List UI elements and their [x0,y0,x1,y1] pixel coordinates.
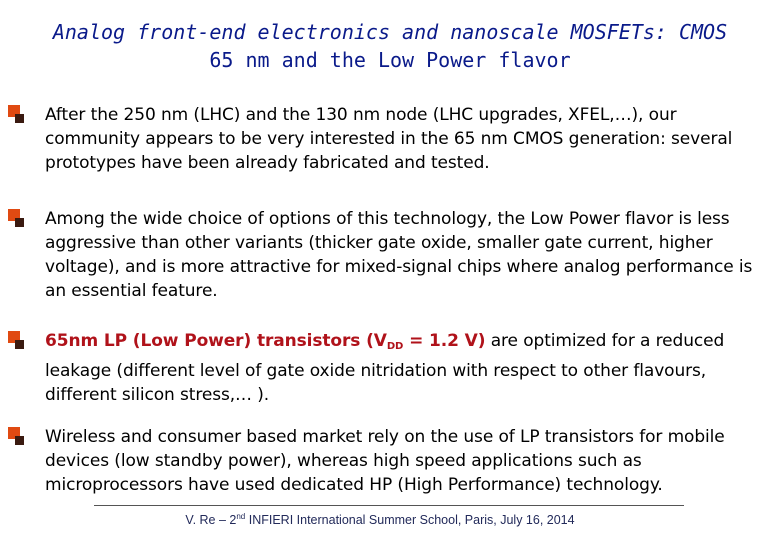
bullet-text: Among the wide choice of options of this technology, the Low Power flavor is less aggressive than other variants (thicker gate oxide, smaller gate current, higher voltage), and is more attractive for mixed-signal chips where analog performance is an essential feature. [45,209,753,301]
bullet-square-icon [8,331,28,353]
bullet-item [8,425,773,497]
footer-divider [94,505,684,506]
bullet-square-icon [8,209,28,231]
footer-text: V. Re – 2nd INFIERI International Summer School, Paris, July 16, 2014 [185,512,575,527]
bullet-item [8,329,773,407]
highlighted-term: 65nm LP (Low Power) transistors ($V_{DD} = 1.2$ V) [45,331,486,352]
bullet-text: 65nm LP (Low Power) transistors ($V_{DD} = 1.2$ V) are optimized for a reduced leakage (different level of gate oxide nitridation with respect to other flavours, different silicon stress,… ). [45,331,725,405]
bullet-item [8,207,773,303]
slide-title-line1: Analog front-end electronics and nanoscale MOSFETs: CMOS [52,20,728,44]
bullet-item [8,103,773,175]
bullet-square-icon [8,105,28,127]
bullet-square-icon [8,427,28,449]
bullet-text: After the 250 nm (LHC) and the 130 nm node (LHC upgrades, XFEL,…), our community appears to be very interested in the 65 nm CMOS generation: several prototypes have been already fabricated and tested. [45,105,733,173]
slide-title [10,18,770,74]
slide-title-line2: 65 nm and the Low Power flavor [209,48,571,72]
bullet-text: Wireless and consumer based market rely on the use of LP transistors for mobile devices (low standby power), whereas high speed applications such as microprocessors have used dedicated HP (High Performance) technology. [45,427,725,495]
